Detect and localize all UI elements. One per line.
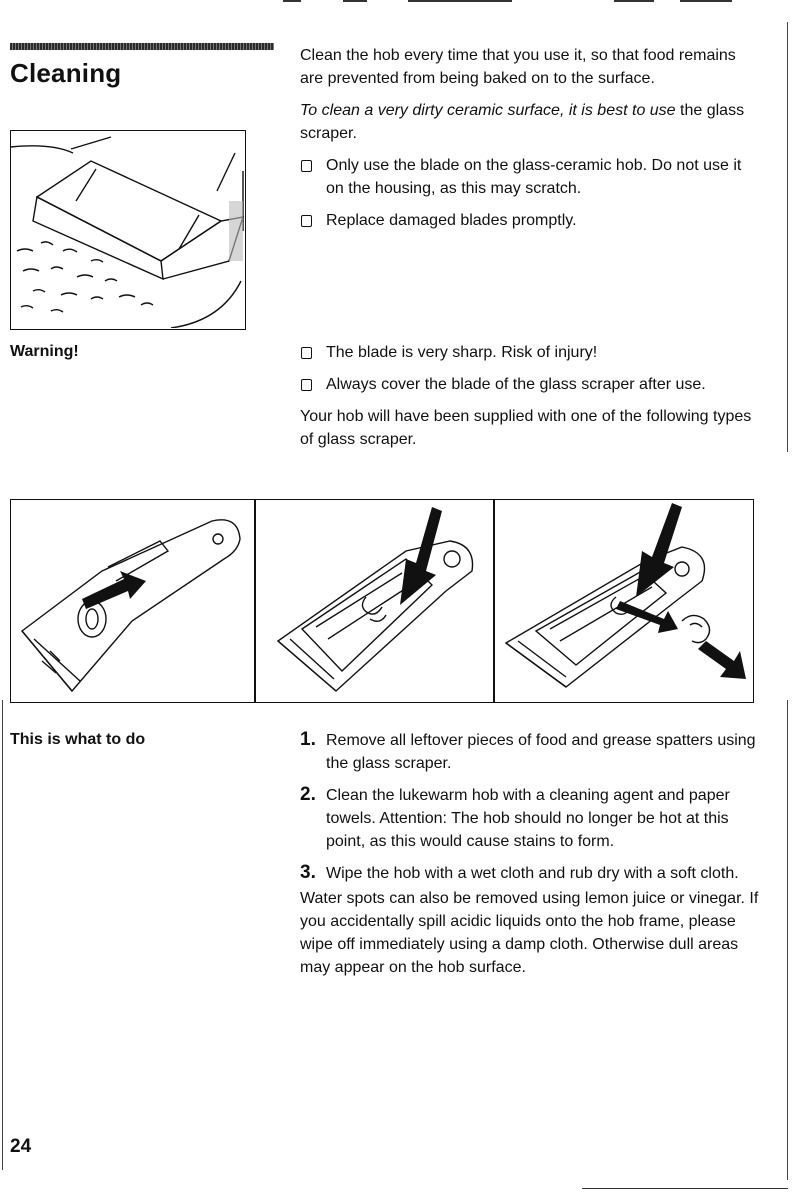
plain-phrase: the glass scraper.	[300, 102, 745, 142]
press-button-scraper-icon	[256, 501, 492, 701]
list-item	[300, 729, 762, 775]
step-number: 1.	[300, 729, 316, 750]
bullet-text: Only use the blade on the glass-ceramic hob. Do not use it on the housing, as this may scratch.	[326, 157, 742, 197]
checkbox-bullet-icon	[301, 379, 312, 391]
top-edge-mark	[283, 0, 301, 2]
page-title: Cleaning	[10, 58, 122, 88]
top-edge-mark	[614, 0, 654, 2]
list-item	[300, 862, 762, 885]
steps-section	[300, 729, 762, 979]
lever-cover-scraper-icon	[496, 501, 753, 701]
slide-cover-scraper-icon	[12, 501, 252, 701]
warning-label: Warning!	[10, 343, 79, 360]
step-text: Wipe the hob with a wet cloth and rub dry with a soft cloth.	[326, 865, 739, 882]
list-item	[300, 373, 762, 396]
warning-section	[300, 341, 762, 451]
list-item	[300, 154, 762, 200]
right-edge-rule	[787, 700, 788, 1180]
what-to-do-label: This is what to do	[10, 731, 146, 748]
intro-paragraph: Clean the hob every time that you use it, so that food remains are prevented from being baked on to the surface.	[300, 47, 736, 87]
right-edge-rule	[787, 22, 788, 452]
page-number: 24	[10, 1136, 32, 1157]
list-item	[300, 784, 762, 853]
list-item	[300, 209, 762, 232]
bullet-text: Replace damaged blades promptly.	[326, 212, 577, 229]
italic-phrase: it is best to use	[568, 102, 676, 119]
intro-section	[300, 44, 762, 232]
checkbox-bullet-icon	[301, 347, 312, 359]
steps-list	[300, 729, 762, 885]
section-header-bar	[10, 43, 274, 50]
glass-scraper-on-hob-icon	[10, 130, 246, 330]
checkbox-bullet-icon	[301, 160, 312, 172]
bullet-text: The blade is very sharp. Risk of injury!	[326, 344, 598, 361]
italic-phrase: To clean a very dirty ceramic surface,	[300, 102, 565, 119]
bullet-text: Always cover the blade of the glass scraper after use.	[326, 376, 706, 393]
scraper-types-note: Your hob will have been supplied with one of the following types of glass scraper.	[300, 408, 752, 448]
list-item	[300, 341, 762, 364]
step-number: 2.	[300, 784, 316, 805]
step-text: Clean the lukewarm hob with a cleaning agent and paper towels. Attention: The hob should no longer be hot at this point, as this would cause stains to form.	[326, 787, 730, 850]
top-edge-mark	[343, 0, 367, 2]
glass-scraper-recommendation	[300, 99, 762, 145]
checkbox-bullet-icon	[301, 215, 312, 227]
closing-paragraph: Water spots can also be removed using lemon juice or vinegar. If you accidentally spill acidic liquids onto the hob frame, please wipe off immediately using a damp cloth. Otherwise dull areas may appear on the hob surface.	[300, 890, 759, 976]
top-edge-mark	[408, 0, 512, 2]
bottom-edge-rule	[582, 1188, 788, 1189]
panel-divider	[493, 499, 495, 703]
step-number: 3.	[300, 862, 316, 883]
top-edge-mark	[680, 0, 732, 2]
step-text: Remove all leftover pieces of food and grease spatters using the glass scraper.	[326, 732, 756, 772]
left-edge-rule	[2, 700, 3, 1170]
